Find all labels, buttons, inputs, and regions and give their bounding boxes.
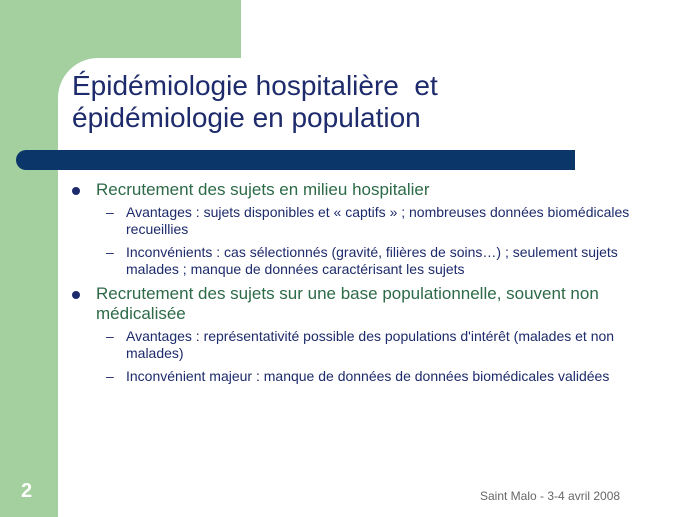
footer-text: Saint Malo - 3-4 avril 2008 [480, 489, 621, 503]
dash-icon: – [106, 204, 114, 220]
sub-bullet-item [70, 244, 670, 278]
bullet-dot-icon [72, 187, 80, 195]
page-number: 2 [21, 480, 33, 502]
bullet-dot-icon [72, 291, 80, 299]
sub-bullet-item [70, 368, 670, 385]
sub-bullet-text: Inconvénient majeur : manque de données de données biomédicales validées [126, 368, 610, 384]
sub-bullet-text: Avantages : représentativité possible des populations d'intérêt (malades et non malades) [126, 328, 615, 361]
title-underline-bar [16, 150, 575, 170]
bullet-text: Recrutement des sujets sur une base populationnelle, souvent non médicalisée [96, 284, 599, 323]
dash-icon: – [106, 328, 114, 344]
slide-title: Épidémiologie hospitalière et épidémiologie en population [72, 70, 438, 133]
dash-icon: – [106, 244, 114, 260]
slide-content [70, 180, 670, 391]
sub-bullet-text: Avantages : sujets disponibles et « captifs » ; nombreuses données biomédicales recueillies [126, 204, 630, 237]
bullet-item [70, 180, 670, 200]
sub-bullet-text: Inconvénients : cas sélectionnés (gravité, filières de soins…) ; seulement sujets malades ; manque de données caractérisant les sujets [126, 244, 618, 277]
dash-icon: – [106, 368, 114, 384]
sub-bullet-item [70, 328, 670, 362]
bullet-item [70, 284, 670, 324]
bullet-text: Recrutement des sujets en milieu hospitalier [96, 180, 430, 199]
sub-bullet-item [70, 204, 670, 238]
